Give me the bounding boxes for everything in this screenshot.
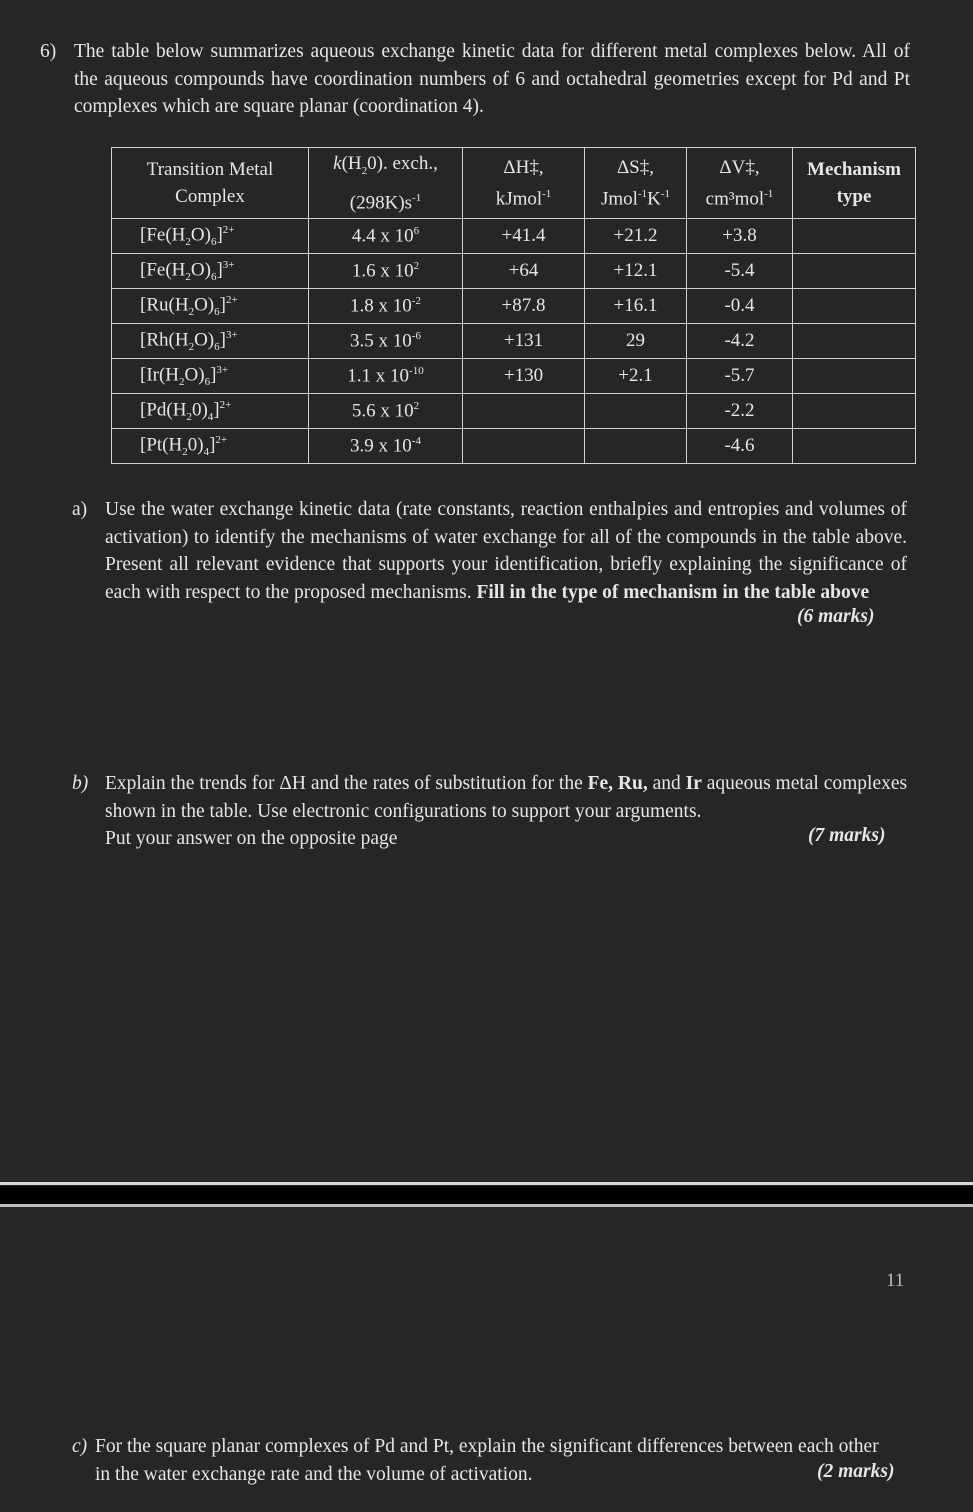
- rate-cell: 3.9 x $10^{-4}$: [309, 429, 463, 464]
- enthalpy-cell: +64: [463, 254, 585, 289]
- mechanism-cell[interactable]: [793, 324, 916, 359]
- header-mechanism: Mechanism type: [793, 148, 916, 219]
- mechanism-cell[interactable]: [793, 394, 916, 429]
- enthalpy-cell: +131: [463, 324, 585, 359]
- mechanism-cell[interactable]: [793, 429, 916, 464]
- enthalpy-cell: +87.8: [463, 289, 585, 324]
- part-c-text: For the square planar complexes of Pd and Pt, explain the significant differences between each other in the water exchange rate and the volume of activation.: [95, 1436, 879, 1485]
- part-c: [72, 1433, 882, 1488]
- page-divider-top: [0, 1182, 973, 1185]
- rate-cell: 3.5 x $10^{-6}$: [309, 324, 463, 359]
- header-rate-constant: $k(H_20)$. exch., $(298K)s^{-1}$: [309, 148, 463, 219]
- part-a: [72, 496, 907, 606]
- question-6-intro: [40, 38, 910, 121]
- part-a-label: a): [72, 499, 88, 520]
- rate-cell: 1.1 x $10^{-10}$: [309, 359, 463, 394]
- entropy-cell: +2.1: [585, 359, 687, 394]
- part-a-instruction: Fill in the type of mechanism in the table above: [476, 581, 870, 603]
- table-header-row: [112, 148, 916, 219]
- table-row: [112, 219, 916, 254]
- part-b-text: Explain the trends for ΔH and the rates of substitution for the Fe, Ru, and Ir aqueous metal complexes shown in the table. Use electronic configurations to support your arguments. Put your answer on the opposite page: [105, 773, 908, 849]
- rate-cell: 4.4 x $10^6$: [309, 219, 463, 254]
- part-b: [72, 770, 912, 853]
- volume-cell: -2.2: [687, 394, 793, 429]
- table-row: [112, 324, 916, 359]
- table-row: [112, 429, 916, 464]
- part-a-marks: (6 marks): [797, 606, 875, 627]
- part-b-marks: (7 marks): [808, 825, 886, 846]
- entropy-cell: [585, 429, 687, 464]
- complex-cell: $[Rh(H_2O)_6]^{3+}$: [112, 324, 309, 359]
- table-row: [112, 254, 916, 289]
- rate-cell: 1.8 x $10^{-2}$: [309, 289, 463, 324]
- mechanism-cell[interactable]: [793, 289, 916, 324]
- volume-cell: -0.4: [687, 289, 793, 324]
- enthalpy-cell: [463, 394, 585, 429]
- question-intro-text: The table below summarizes aqueous exchange kinetic data for different metal complexes below. All of the aqueous compounds have coordination numbers of 6 and octahedral geometries except for Pd and Pt complexes which are square planar (coordination 4).: [74, 41, 910, 117]
- enthalpy-cell: +130: [463, 359, 585, 394]
- header-volume: ΔV‡, cm³mol$^{-1}$: [687, 148, 793, 219]
- mechanism-cell[interactable]: [793, 359, 916, 394]
- table-row: [112, 394, 916, 429]
- complex-cell: $[Fe(H_2O)_6]^{2+}$: [112, 219, 309, 254]
- complex-cell: $[Pd(H_20)_4]^{2+}$: [112, 394, 309, 429]
- mechanism-cell[interactable]: [793, 219, 916, 254]
- kinetic-data-table: [111, 147, 916, 464]
- enthalpy-cell: +41.4: [463, 219, 585, 254]
- part-b-label: b): [72, 773, 89, 794]
- page-divider: [0, 1186, 973, 1204]
- rate-cell: 1.6 x $10^2$: [309, 254, 463, 289]
- volume-cell: +3.8: [687, 219, 793, 254]
- volume-cell: -4.2: [687, 324, 793, 359]
- volume-cell: -5.4: [687, 254, 793, 289]
- page-number: 11: [886, 1270, 905, 1291]
- entropy-cell: +12.1: [585, 254, 687, 289]
- volume-cell: -5.7: [687, 359, 793, 394]
- page-divider-bottom: [0, 1204, 973, 1207]
- question-number: 6): [40, 41, 57, 62]
- rate-cell: 5.6 x $10^2$: [309, 394, 463, 429]
- complex-cell: $[Ru(H_2O)_6]^{2+}$: [112, 289, 309, 324]
- table-row: [112, 289, 916, 324]
- header-entropy: ΔS‡, $Jmol^{-1}K^{-1}$: [585, 148, 687, 219]
- table-row: [112, 359, 916, 394]
- part-b-answer-note: Put your answer on the opposite page: [105, 828, 398, 849]
- complex-cell: $[Fe(H_2O)_6]^{3+}$: [112, 254, 309, 289]
- entropy-cell: 29: [585, 324, 687, 359]
- part-a-text: Use the water exchange kinetic data (rate constants, reaction enthalpies and entropies and volumes of activation) to identify the mechanisms of water exchange for all of the compounds in the table above. Present all relevant evidence that supports your identification, briefly explaining the significance of each with respect to the proposed mechanisms. Fill in the type of mechanism in the table above: [105, 499, 907, 603]
- mechanism-cell[interactable]: [793, 254, 916, 289]
- volume-cell: -4.6: [687, 429, 793, 464]
- part-c-marks: (2 marks): [817, 1461, 895, 1482]
- header-complex: Transition Metal Complex: [112, 148, 309, 219]
- entropy-cell: [585, 394, 687, 429]
- complex-cell: $[Pt(H_20)_4]^{2+}$: [112, 429, 309, 464]
- entropy-cell: +21.2: [585, 219, 687, 254]
- enthalpy-cell: [463, 429, 585, 464]
- entropy-cell: +16.1: [585, 289, 687, 324]
- header-enthalpy: ΔH‡, kJmol$^{-1}$: [463, 148, 585, 219]
- part-c-label: c): [72, 1436, 88, 1457]
- complex-cell: $[Ir(H_2O)_6]^{3+}$: [112, 359, 309, 394]
